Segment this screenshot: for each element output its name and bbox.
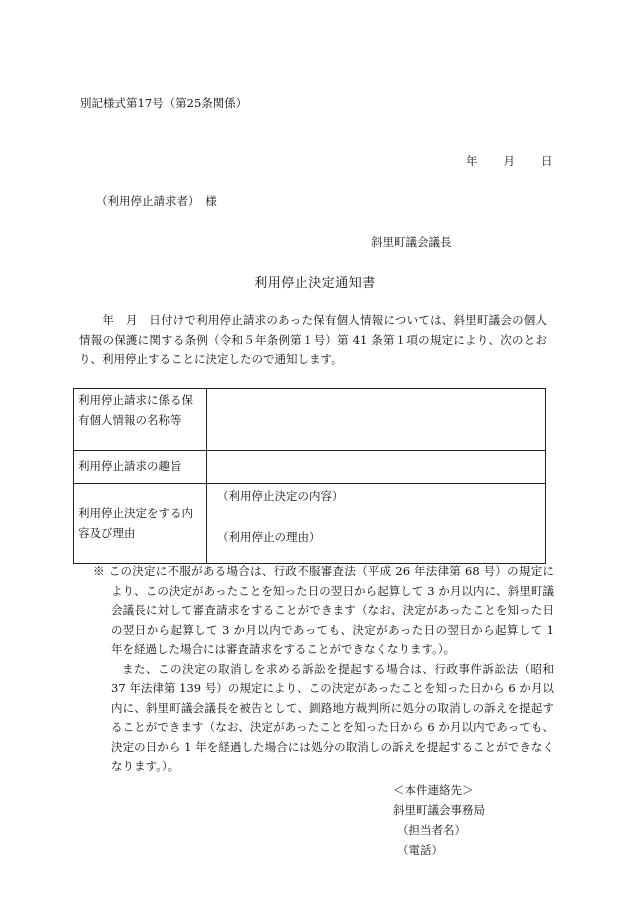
contact-heading: ＜本件連絡先＞ bbox=[393, 783, 474, 797]
requester-line: （利用停止請求者） 様 bbox=[96, 194, 217, 208]
decision-content-label: （利用停止決定の内容） bbox=[217, 489, 344, 503]
row-label-name: 利用停止請求に係る保有個人情報の名称等 bbox=[74, 389, 207, 451]
row-value-purpose bbox=[207, 451, 546, 484]
notice-paragraph-lawsuit: また、この決定の取消しを求める訴訟を提起する場合は、行政事件訴訟法（昭和 37 年法律第 139 号）の規定により、この決定があったことを知った日から 6 か月以内に、斜里町議会議長を被告として、釧路地方裁判所に処分の取消しの訴えを提起することができます（なお、決定があったことを知った日から 6 か月以内であっても、決定の日から 1 年を経過した場合には処分の取消しの訴えを提起することができなくなります。）。 bbox=[111, 661, 554, 773]
body-paragraph: 年 月 日付けで利用停止請求のあった保有個人情報については、斜里町議会の個人情報の保護に関する条例（令和５年条例第１号）第 41 条第１項の規定により、次のとおり、利用停止することに決定したので通知します。 bbox=[79, 313, 547, 366]
row-value-name bbox=[207, 389, 546, 451]
date-line bbox=[466, 153, 553, 169]
info-table bbox=[73, 388, 546, 564]
table-row bbox=[74, 389, 546, 451]
table-row bbox=[74, 484, 546, 564]
date-month: 月 bbox=[503, 154, 515, 168]
notice-paragraph-review: ※ この決定に不服がある場合は、行政不服審査法（平成 26 年法律第 68 号）の規定により、この決定があったことを知った日の翌日から起算して 3 か月以内に、斜里町議会議長に対して審査請求をすることができます（なお、決定があったことを知った日の翌日から起算して 3 か月以内であっても、決定があった日の翌日から起算して 1 年を経過した場合には審査請求をすることができなくなります。）。 bbox=[93, 564, 554, 656]
contact-person: （担当者名） bbox=[397, 823, 466, 837]
table-row bbox=[74, 451, 546, 484]
row-label-purpose: 利用停止請求の趣旨 bbox=[74, 451, 207, 484]
decision-reason-label: （利用停止の理由） bbox=[217, 530, 321, 544]
contact-office: 斜里町議会事務局 bbox=[393, 803, 485, 817]
form-number: 別記様式第17号（第25条関係） bbox=[80, 96, 248, 110]
row-value-decision bbox=[207, 484, 546, 564]
date-day: 日 bbox=[541, 154, 553, 168]
issuer-line: 斜里町議会議長 bbox=[371, 235, 452, 249]
appeal-notice bbox=[78, 562, 554, 777]
row-label-decision: 利用停止決定をする内容及び理由 bbox=[74, 484, 207, 564]
contact-phone: （電話） bbox=[397, 843, 443, 857]
contact-block bbox=[393, 780, 485, 860]
document-title: 利用停止決定通知書 bbox=[254, 276, 376, 291]
date-year: 年 bbox=[466, 154, 478, 168]
